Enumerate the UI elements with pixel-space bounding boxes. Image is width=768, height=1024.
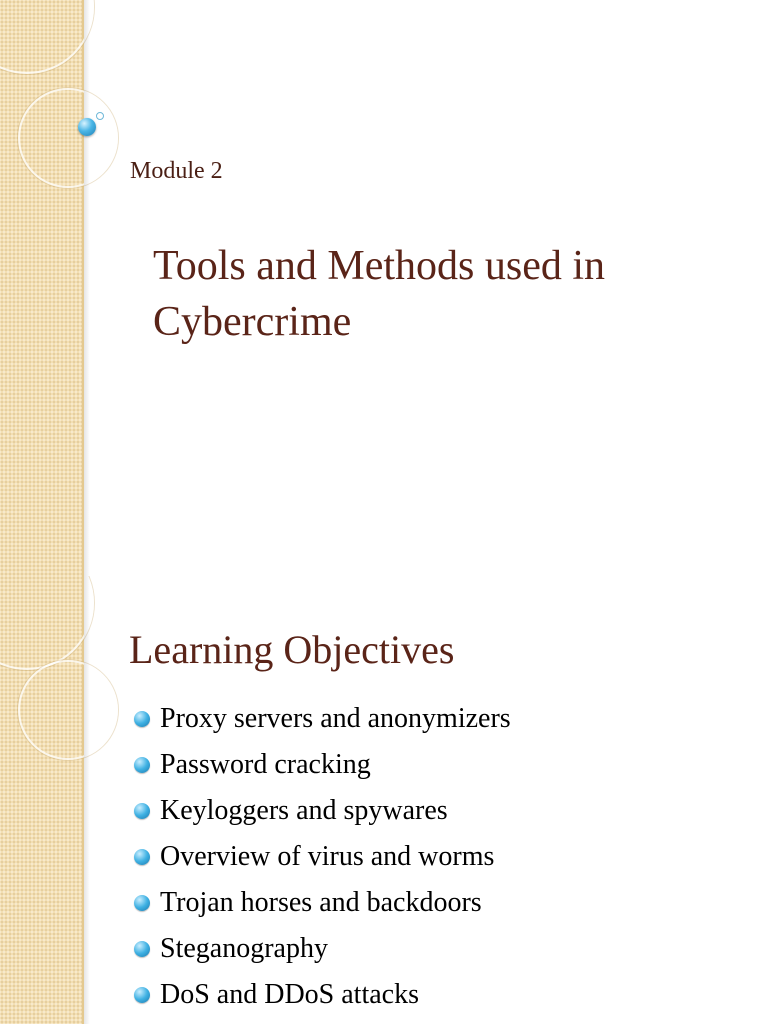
objective-text: DoS and DDoS attacks <box>160 979 419 1010</box>
objective-text: Keyloggers and spywares <box>160 795 448 826</box>
objectives-heading: Learning Objectives <box>129 627 455 672</box>
slide-learning-objectives <box>0 576 768 1024</box>
decorative-side-strip <box>0 576 84 1024</box>
blue-bullet-icon <box>134 941 150 957</box>
objectives-list <box>132 702 511 1024</box>
blue-bullet-icon <box>134 803 150 819</box>
decorative-ring <box>18 660 118 760</box>
decorative-side-strip <box>0 0 84 576</box>
objective-text: Overview of virus and worms <box>160 841 495 872</box>
strip-edge-shadow <box>84 576 90 1024</box>
blue-bullet-icon <box>134 895 150 911</box>
strip-edge-shadow <box>84 0 90 576</box>
blue-bead-icon <box>78 118 96 136</box>
slide-title-text <box>153 238 713 350</box>
small-bead-icon <box>96 112 104 120</box>
list-item <box>132 840 511 886</box>
objective-text: Steganography <box>160 933 328 964</box>
decorative-ring <box>0 0 94 74</box>
objective-text: Trojan horses and backdoors <box>160 887 482 918</box>
list-item <box>132 932 511 978</box>
decorative-ring <box>0 576 94 670</box>
title-line-2: Cybercrime <box>153 299 352 345</box>
decorative-ring <box>18 88 118 188</box>
blue-bullet-icon <box>134 757 150 773</box>
list-item <box>132 748 511 794</box>
list-item <box>132 886 511 932</box>
list-item <box>132 794 511 840</box>
objective-text: Password cracking <box>160 749 371 780</box>
objective-text: Proxy servers and anonymizers <box>160 703 511 734</box>
blue-bullet-icon <box>134 987 150 1003</box>
list-item <box>132 978 511 1024</box>
blue-bullet-icon <box>134 711 150 727</box>
module-label: Module 2 <box>130 158 223 184</box>
title-line-1: Tools and Methods used in <box>153 243 606 289</box>
list-item <box>132 702 511 748</box>
blue-bullet-icon <box>134 849 150 865</box>
